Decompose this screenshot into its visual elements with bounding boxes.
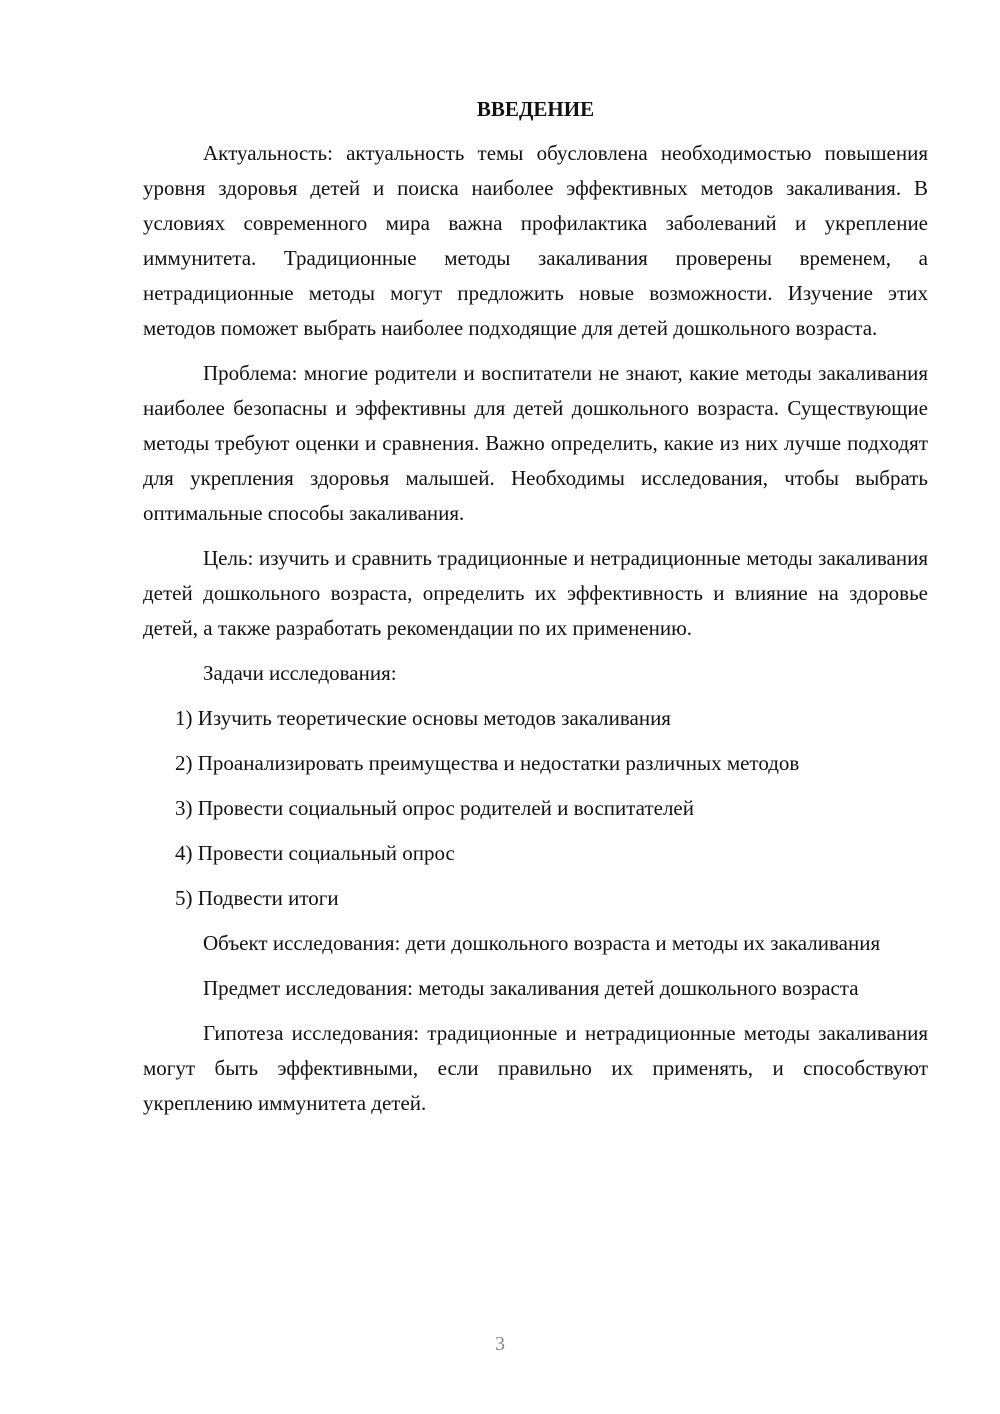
- paragraph-relevance: Актуальность: актуальность темы обусловлена необходимостью повышения уровня здоровья детей и поиска наиболее эффективных методов закаливания. В условиях современного мира важна профилактика заболеваний и укрепление иммунитета. Традиционные методы закаливания проверены временем, а нетрадиционные методы могут предложить новые возможности. Изучение этих методов поможет выбрать наиболее подходящие для детей дошкольного возраста.: [143, 141, 928, 340]
- document-page: [143, 92, 928, 1131]
- paragraph-goal: Цель: изучить и сравнить традиционные и нетрадиционные методы закаливания детей дошкольного возраста, определить их эффективность и влияние на здоровье детей, а также разработать рекомендации по их применению.: [143, 546, 928, 640]
- paragraph-subject: Предмет исследования: методы закаливания детей дошкольного возраста: [203, 976, 859, 1000]
- page-title: ВВЕДЕНИЕ: [476, 97, 595, 121]
- task-item-4: 4) Провести социальный опрос: [175, 841, 455, 865]
- paragraph-problem: Проблема: многие родители и воспитатели не знают, какие методы закаливания наиболее безопасны и эффективны для детей дошкольного возраста. Существующие методы требуют оценки и сравнения. Важно определить, какие из них лучше подходят для укрепления здоровья малышей. Необходимы исследования, чтобы выбрать оптимальные способы закаливания.: [143, 361, 928, 525]
- task-item-3: 3) Провести социальный опрос родителей и воспитателей: [175, 796, 694, 820]
- paragraph-object: Объект исследования: дети дошкольного возраста и методы их закаливания: [203, 931, 881, 955]
- task-item-5: 5) Подвести итоги: [175, 886, 339, 910]
- tasks-heading: Задачи исследования:: [203, 661, 397, 685]
- paragraph-hypothesis: Гипотеза исследования: традиционные и нетрадиционные методы закаливания могут быть эффективными, если правильно их применять, и способствуют укреплению иммунитета детей.: [143, 1021, 928, 1115]
- task-item-2: 2) Проанализировать преимущества и недостатки различных методов: [175, 751, 800, 775]
- page-number: 3: [495, 1333, 505, 1355]
- task-item-1: 1) Изучить теоретические основы методов закаливания: [175, 706, 671, 730]
